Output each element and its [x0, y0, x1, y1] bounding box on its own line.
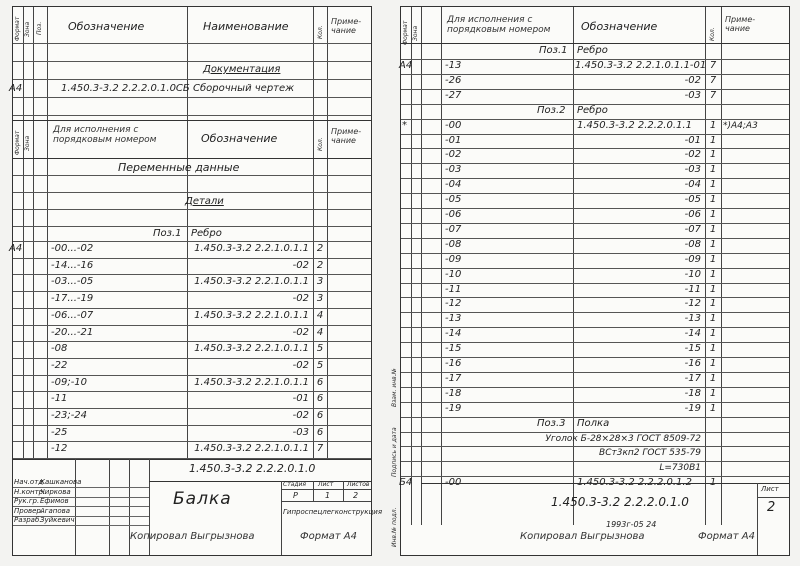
row-variant: -05	[445, 194, 462, 206]
row-format: А4	[399, 60, 413, 71]
header2-zone: Зона	[24, 135, 31, 151]
format-left: Формат А4	[300, 531, 357, 542]
tb-line	[13, 525, 149, 526]
organization: Гипроспецлегконструкция	[283, 508, 383, 516]
row-line	[13, 97, 371, 98]
row-designation: 1.450.3-3.2 2.2.2.0.1.1	[577, 119, 692, 131]
row-designation: -02	[684, 74, 701, 86]
row-variant: -03	[445, 164, 462, 176]
row-designation: -07	[684, 223, 701, 235]
row-variant: -08	[51, 343, 68, 355]
header-designation: Обозначение	[68, 20, 145, 33]
row-designation: -02	[292, 259, 309, 271]
row-qty: 3	[316, 293, 324, 305]
tb-line	[281, 481, 282, 555]
signatory-name: Зуйкевич	[40, 516, 75, 524]
row-qty: 1	[709, 358, 717, 369]
header-format: Формат	[402, 20, 409, 45]
row-qty: 1	[709, 164, 717, 176]
row-designation: -02	[292, 326, 309, 338]
doc-number: 1.450.3-3.2 2.2.2.0.1.0	[189, 462, 316, 475]
row-variant: -09;-10	[51, 376, 88, 388]
row-line	[13, 241, 371, 242]
signatory-name: Агапова	[40, 506, 71, 515]
row-line	[13, 175, 371, 176]
stage-label: Стадия	[283, 481, 307, 488]
spec-sheet-2	[391, 6, 790, 556]
stage-value: Р	[293, 491, 298, 500]
row-variant: -11	[51, 393, 68, 405]
row-designation: 1.450.3-3.2 2.2.1.0.1.1	[194, 376, 309, 388]
header2-variant: Для исполнения с порядковым номером	[53, 125, 157, 145]
row-qty: 1	[709, 402, 717, 414]
row-variant: -20...-21	[51, 326, 94, 338]
row-variant: -27	[445, 89, 462, 101]
row-line	[13, 115, 371, 116]
row-variant: -19	[445, 402, 462, 414]
row-variant: -00...-02	[51, 243, 94, 254]
row-qty: 2	[316, 243, 324, 254]
header2-designation: Обозначение	[201, 132, 278, 145]
row-variant: -13	[445, 60, 462, 71]
row-designation: -06	[684, 209, 701, 220]
row-qty: 1	[709, 253, 717, 265]
pos2-label: Поз.2	[537, 104, 566, 116]
header2-top	[13, 120, 371, 121]
spec-sheet-1	[9, 6, 383, 556]
signatory-role: Рук.гр.	[14, 497, 40, 505]
row-designation: -01	[684, 134, 701, 146]
footnote: 1993г-05 24	[606, 520, 657, 529]
row-variant: -03...-05	[51, 276, 94, 288]
row-variant: -11	[445, 283, 462, 295]
row-qty: 7	[316, 443, 324, 455]
row-line	[13, 258, 371, 259]
row-designation: 1.450.3-3.2 2.2.2.0.1.2	[577, 477, 692, 489]
row-qty: 1	[709, 313, 717, 325]
row-qty: 1	[709, 372, 717, 384]
row-variant: -16	[445, 358, 462, 369]
row-designation: -19	[684, 402, 701, 414]
row-designation: -12	[684, 298, 701, 310]
row-designation: -14	[684, 328, 701, 340]
header-note: Приме-чание	[331, 17, 362, 35]
row-designation: -03	[684, 164, 701, 176]
row-qty: 5	[316, 343, 324, 355]
variable-data-heading: Переменные данные	[118, 161, 240, 174]
row-variant: -09	[445, 253, 462, 265]
header-note: Приме-чание	[725, 15, 756, 33]
row-qty: 7	[709, 60, 717, 71]
row-designation: -16	[684, 358, 701, 369]
row-qty: 1	[709, 298, 717, 310]
row-variant: -06...-07	[51, 309, 94, 321]
sheets-value: 2	[353, 491, 359, 500]
row-variant: -17	[445, 372, 462, 384]
signatory-role: Разраб.	[14, 516, 42, 524]
row-line	[13, 79, 371, 80]
doc-number: 1.450.3-3.2 2.2.2.0.1.0	[551, 495, 689, 509]
header2-qty: Кол.	[317, 137, 324, 151]
title-block-top	[421, 483, 789, 484]
row-qty: 6	[316, 393, 324, 405]
row-qty: 1	[709, 343, 717, 355]
row-variant: -00	[445, 119, 462, 131]
tb-line	[313, 481, 314, 501]
row-designation: 1.450.3-3.2 2.2.1.0.1.1	[194, 243, 309, 254]
row-variant: -26	[445, 74, 462, 86]
row-qty: 6	[316, 376, 324, 388]
row-designation: -03	[684, 89, 701, 101]
row-variant: -12	[51, 443, 68, 455]
pos2-name: Ребро	[577, 104, 608, 116]
row-qty: 1	[709, 238, 717, 250]
row-designation: -09	[684, 253, 701, 265]
format-right: Формат А4	[698, 531, 755, 542]
copied-by-right: Копировал Выгрызнова	[520, 531, 645, 542]
row-designation: -02	[292, 359, 309, 371]
row-designation: -03	[292, 426, 309, 438]
row-line	[13, 441, 371, 442]
row-designation: -15	[684, 343, 701, 355]
header-pos: Поз.	[36, 21, 43, 35]
row-variant: -14	[445, 328, 462, 340]
title-block-top	[13, 459, 371, 460]
row-variant: -23;-24	[51, 410, 88, 421]
row-line	[13, 341, 371, 342]
row-format: *	[402, 119, 407, 131]
doc-designation: 1.450.3-3.2 2.2.2.0.1.0СБ	[61, 83, 190, 94]
header-zone: Зона	[24, 21, 31, 37]
row-qty: 1	[709, 149, 717, 161]
row-variant: -01	[445, 134, 462, 146]
signatory-role: Нач.отд.	[14, 478, 46, 486]
row-line	[13, 291, 371, 292]
side-label-sign: Подпись и дата	[391, 427, 398, 477]
signatory-role: Н.контр.	[14, 487, 46, 496]
sheet-label: Лист	[761, 485, 779, 493]
row-variant: -10	[445, 268, 462, 280]
signatory-role: Провер.	[14, 506, 44, 515]
row-qty: 6	[316, 410, 324, 421]
row-line	[13, 425, 371, 426]
row-designation: -10	[684, 268, 701, 280]
row-designation: -01	[292, 393, 309, 405]
header-name: Наименование	[203, 20, 289, 33]
row-qty: 2	[316, 259, 324, 271]
tb-line	[343, 481, 344, 501]
row-qty: 7	[709, 89, 717, 101]
pos3-material-line: ВСт3кп2 ГОСТ 535-79	[599, 448, 701, 459]
row-qty: 1	[709, 223, 717, 235]
doc-name: Сборочный чертеж	[193, 83, 295, 94]
row-line	[13, 209, 371, 210]
header-format: Формат	[14, 16, 21, 41]
signatory-name: Ефимов	[40, 497, 69, 505]
row-qty: 1	[709, 387, 717, 399]
sheet-value: 1	[325, 491, 331, 500]
tb-line	[109, 459, 110, 555]
signatory-name: Кашканова	[40, 478, 82, 486]
row-qty: 1	[709, 119, 717, 131]
pos1-name: Ребро	[577, 45, 608, 56]
row-qty: 1	[709, 328, 717, 340]
row-line	[13, 375, 371, 376]
header-variant: Для исполнения с порядковым номером	[447, 15, 551, 35]
row-designation: 1.450.3-3.2 2.2.1.0.1.1	[194, 343, 309, 355]
row-line	[13, 391, 371, 392]
row-designation: -02	[684, 149, 701, 161]
row-variant: -00	[445, 477, 462, 489]
row-qty: 1	[709, 194, 717, 206]
pos3-name: Полка	[577, 417, 610, 429]
row-designation: 1.450.3-3.2 2.2.1.0.1.1	[194, 309, 309, 321]
tb-line	[757, 483, 758, 555]
header-zone: Зона	[412, 25, 419, 41]
header-bottom	[401, 43, 789, 44]
row-variant: -06	[445, 209, 462, 220]
row-line	[13, 308, 371, 309]
sheets-label: Листов	[347, 481, 370, 488]
tb-line	[149, 481, 371, 482]
header2-note: Приме-чание	[331, 127, 362, 145]
row-line	[13, 43, 371, 44]
row-variant: -02	[445, 149, 462, 161]
row-qty: 6	[316, 426, 324, 438]
row-qty: 3	[316, 276, 324, 288]
row-qty: 1	[709, 268, 717, 280]
row-line	[13, 408, 371, 409]
row-note: *)А4;А3	[723, 120, 758, 131]
row-format: А4	[9, 243, 23, 254]
row-line	[13, 61, 371, 62]
side-label-replace: Взам. инв.№	[391, 368, 398, 407]
pos1-label: Поз.1	[153, 228, 182, 239]
copied-by-left: Копировал Выгрызнова	[130, 531, 255, 542]
row-qty: 1	[709, 134, 717, 146]
row-designation: 1.450.3-3.2 2.2.1.0.1.1	[194, 276, 309, 288]
side-label-inv: Инв.№ подл.	[391, 507, 398, 547]
row-variant: -25	[51, 426, 68, 438]
row-designation: -04	[684, 179, 701, 191]
row-line	[13, 226, 371, 227]
row-line	[13, 358, 371, 359]
row-variant: -18	[445, 387, 462, 399]
sheet-label: Лист	[318, 481, 334, 488]
documentation-heading: Документация	[203, 64, 281, 75]
tb-line	[757, 497, 789, 498]
header-qty: Кол.	[709, 27, 716, 41]
row-designation: 1.450.3-3.2 2.2.1.0.1.1-01	[575, 60, 707, 71]
row-designation: -11	[684, 283, 701, 295]
header2-format: Формат	[14, 130, 21, 155]
row-designation: -13	[684, 313, 701, 325]
row-variant: -04	[445, 179, 462, 191]
row-designation: -08	[684, 238, 701, 250]
row-designation: -18	[684, 387, 701, 399]
row-designation: 1.450.3-3.2 2.2.1.0.1.1	[194, 443, 309, 455]
row-variant: -07	[445, 223, 462, 235]
row-qty: 4	[316, 309, 324, 321]
row-designation: -17	[684, 372, 701, 384]
row-line	[13, 274, 371, 275]
row-variant: -08	[445, 238, 462, 250]
row-designation: -02	[292, 293, 309, 305]
row-qty: 4	[316, 326, 324, 338]
row-qty: 1	[709, 179, 717, 191]
row-variant: -22	[51, 359, 68, 371]
row-qty: 1	[709, 283, 717, 295]
header-qty: Кол.	[317, 25, 324, 39]
row-format: Б4	[399, 477, 413, 489]
row-designation: -02	[292, 410, 309, 421]
sheet-value: 2	[767, 500, 776, 515]
pos3-label: Поз.3	[537, 417, 566, 429]
header2-bottom	[13, 158, 371, 159]
details-heading: Детали	[185, 196, 224, 207]
row-qty: 7	[709, 74, 717, 86]
row-variant: -15	[445, 343, 462, 355]
header-designation: Обозначение	[581, 20, 658, 33]
row-variant: -17...-19	[51, 293, 94, 305]
tb-line	[75, 459, 76, 555]
signatory-name: Чиркова	[40, 487, 71, 496]
pos1-label: Поз.1	[539, 45, 568, 56]
row-line	[13, 192, 371, 193]
pos3-material-line: Уголок Б-28×28×3 ГОСТ 8509-72	[545, 433, 701, 444]
pos3-material-line: L=730В1	[659, 463, 701, 474]
row-qty: 1	[709, 477, 717, 489]
pos1-name: Ребро	[191, 228, 222, 239]
row-variant: -14...-16	[51, 259, 94, 271]
row-variant: -13	[445, 313, 462, 325]
row-line	[13, 325, 371, 326]
row-qty: 1	[709, 209, 717, 220]
doc-title: Балка	[173, 489, 232, 509]
doc-format: А4	[9, 83, 23, 94]
row-qty: 5	[316, 359, 324, 371]
row-designation: -05	[684, 194, 701, 206]
row-variant: -12	[445, 298, 462, 310]
